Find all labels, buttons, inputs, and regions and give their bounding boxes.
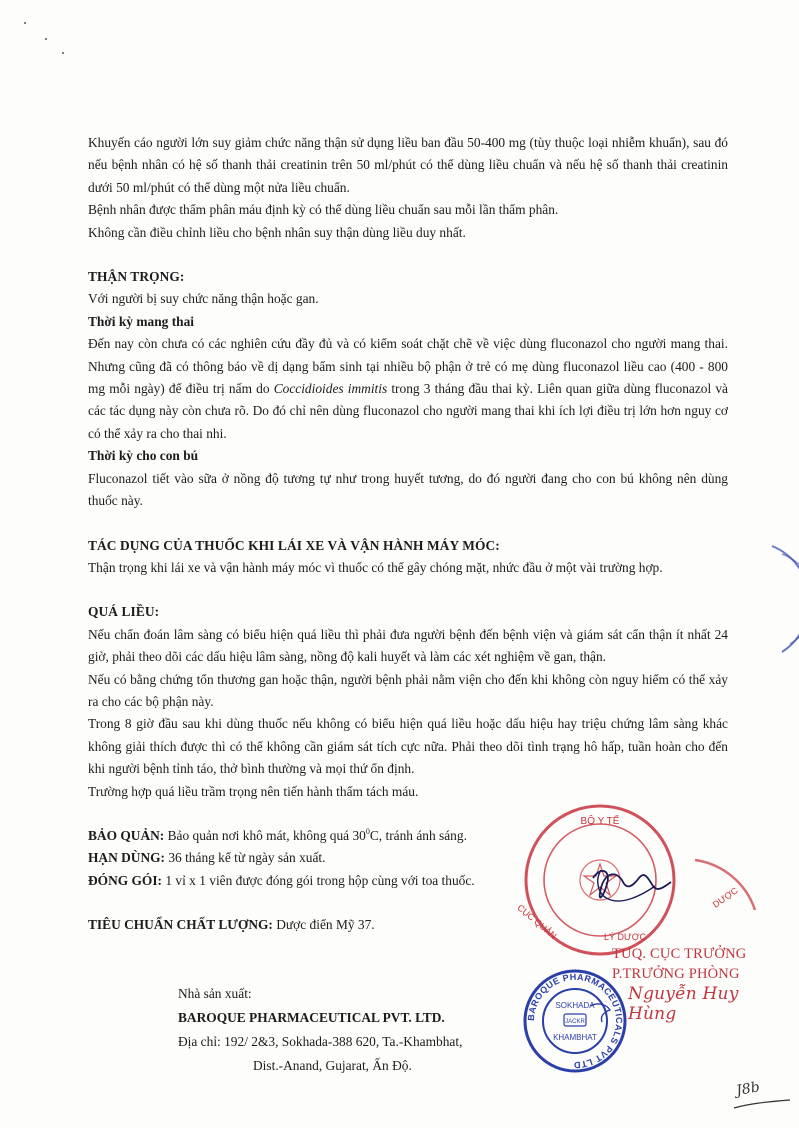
approval-title-1: TUQ. CỤC TRƯỞNG	[612, 946, 747, 962]
packaging-line: ĐÓNG GÓI: 1 vỉ x 1 viên được đóng gói trong hộp cùng với toa thuốc.	[88, 872, 475, 888]
company-stamp-bottom: KHAMBHAT	[553, 1033, 597, 1042]
storage-line: BẢO QUẢN: Bảo quản nơi khô mát, không quá $30^0C$, tránh ánh sáng.	[88, 826, 467, 843]
section-heading-tac-dung: TÁC DỤNG CỦA THUỐC KHI LÁI XE VÀ VẬN HÀNH MÁY MÓC:	[88, 537, 500, 553]
intro-paragraph-2: Bệnh nhân được thẩm phân máu định kỳ có thể dùng liều chuẩn sau mỗi lần thẩm phân.	[88, 202, 559, 218]
page-mark: J8b	[735, 1079, 761, 1100]
than-trong-text: Với người bị suy chức năng thận hoặc gan.	[88, 291, 319, 307]
qua-lieu-paragraph-1: Nếu chẩn đoán lâm sàng có biểu hiện quá liều thì phải đưa người bệnh đến bệnh viện và giám sát cẩn thận ít nhất 24 giờ, phải theo dõi các dấu hiệu lâm sàng, nồng độ kali huyết và làm các xét nghiệm về gan, thận.	[88, 626, 728, 665]
manufacturer-name: BAROQUE PHARMACEUTICAL PVT. LTD.	[178, 1010, 445, 1025]
expiry-line: HẠN DÙNG: 36 tháng kể từ ngày sản xuất.	[88, 850, 326, 866]
manufacturer-label: Nhà sản xuất:	[178, 986, 252, 1001]
approval-signer-name: Nguyễn Huy Hùng	[628, 984, 739, 1024]
storage-label: BẢO QUẢN:	[88, 827, 165, 843]
qua-lieu-paragraph-3: Trong 8 giờ đầu sau khi dùng thuốc nếu không có biểu hiện quá liều hoặc dấu hiệu hay triệu chứng lâm sàng khác không giải thích được thì có thể không cần giám sát tích cực nữa. Phải theo dõi tình trạng hô hấp, tuần hoàn cho đến khi người bệnh tỉnh táo, thở bình thường và mọi thứ ổn định.	[88, 716, 728, 777]
pathogen-name: Coccidioides immitis	[273, 381, 388, 397]
company-stamp-top: SOKHADA	[555, 1001, 595, 1010]
qua-lieu-paragraph-4: Trường hợp quá liều trầm trọng nên tiến hành thẩm tách máu.	[88, 783, 419, 799]
manufacturer-block	[178, 982, 538, 1078]
stamp-bottom-text: LÝ DƯỢC	[604, 932, 646, 942]
stamp-right-text: DƯỢC	[710, 885, 740, 910]
ministry-stamp	[505, 800, 775, 960]
scan-speck	[24, 22, 26, 24]
intro-paragraph-3: Không cần điều chỉnh liều cho bệnh nhân suy thận dùng liều duy nhất.	[88, 224, 466, 240]
scan-speck	[62, 52, 64, 54]
edge-stamp	[752, 540, 799, 660]
company-stamp-logo: JACKR	[565, 1019, 585, 1025]
section-heading-than-trong: THẬN TRỌNG:	[88, 269, 185, 285]
lactation-paragraph: Fluconazol tiết vào sữa ở nồng độ tương tự như trong huyết tương, do đó người đang cho con bú không nên dùng thuốc này.	[88, 470, 728, 509]
intro-paragraph-1: Khuyến cáo người lớn suy giảm chức năng thận sử dụng liều ban đầu 50-400 mg (tùy thuộc loại nhiễm khuẩn), sau đó nếu bệnh nhân có hệ số thanh thải creatinin trên 50 ml/phút có thể dùng liều chuẩn và nếu hệ số thanh thải creatinin dưới 50 ml/phút có thể dùng một nửa liều chuẩn.	[88, 135, 728, 195]
scan-speck	[45, 38, 47, 40]
subheading-pregnancy: Thời kỳ mang thai	[88, 313, 195, 329]
company-stamp	[520, 966, 630, 1076]
stamp-top-text: BỘ Y TẾ	[580, 816, 620, 827]
manufacturer-address-2: Dist.-Anand, Gujarat, Ấn Độ.	[253, 1058, 412, 1073]
page-mark-underline	[730, 1098, 796, 1112]
tac-dung-text: Thận trọng khi lái xe và vận hành máy móc vì thuốc có thể gây chóng mặt, nhức đầu ở một vài trường hợp.	[88, 559, 663, 575]
approval-block	[612, 944, 792, 1024]
packaging-label: ĐÓNG GÓI:	[88, 872, 163, 888]
quality-standard-line: TIÊU CHUẨN CHẤT LƯỢNG: Dược điển Mỹ 37.	[88, 917, 375, 933]
quality-standard-label: TIÊU CHUẨN CHẤT LƯỢNG:	[88, 917, 273, 933]
pregnancy-paragraph: Đến nay còn chưa có các nghiên cứu đầy đủ và có kiểm soát chặt chẽ về việc dùng fluconazol cho người mang thai. Nhưng cũng đã có thông báo về dị dạng bẩm sinh tại nhiều bộ phận ở trẻ có mẹ dùng fluconazol liều cao (400 - 800 mg mỗi ngày) để điều trị nấm do Coccidioides immitis trong 3 tháng đầu thai kỳ. Liên quan giữa dùng fluconazol và các tác dụng này còn chưa rõ. Do đó chỉ nên dùng fluconazol cho người mang thai khi ích lợi điều trị lớn hơn nguy cơ có thể xảy ra cho thai nhi.	[88, 336, 728, 441]
qua-lieu-paragraph-2: Nếu có bằng chứng tổn thương gan hoặc thận, người bệnh phải nằm viện cho đến khi không còn nguy hiểm có thể xảy ra cho các bộ phận này.	[88, 671, 728, 709]
expiry-label: HẠN DÙNG:	[88, 850, 165, 866]
approval-title-2: P.TRƯỞNG PHÒNG	[612, 966, 740, 982]
stamp-left-text: CỤC QUẢN	[515, 902, 559, 941]
section-heading-qua-lieu: QUÁ LIỀU:	[88, 604, 160, 620]
manufacturer-address-1: Địa chỉ: 192/ 2&3, Sokhada-388 620, Ta.-Khambhat,	[178, 1034, 463, 1049]
company-stamp-ring-text: BAROQUE PHARMACEUTICALS PVT LTD	[525, 971, 625, 1071]
subheading-lactation: Thời kỳ cho con bú	[88, 448, 199, 464]
